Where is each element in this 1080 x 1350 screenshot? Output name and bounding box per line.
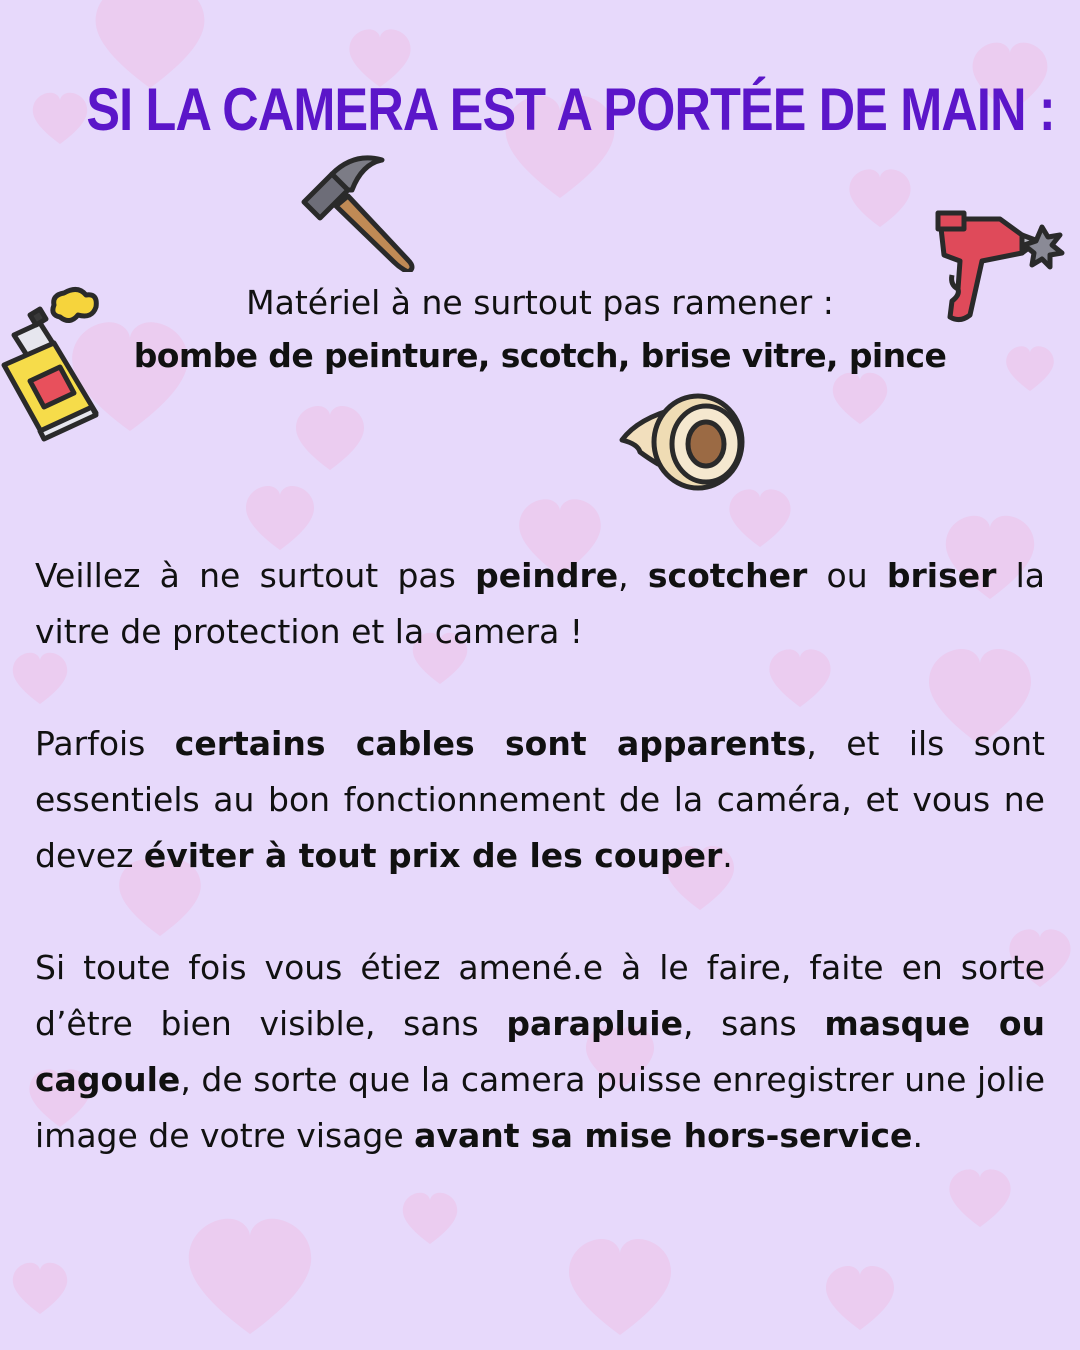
text: , et ils sont essentiels au bon fonctionnement de la caméra, et vous ne devez bbox=[35, 724, 1045, 875]
page-title: SI LA CAMERA EST A PORTÉE DE MAIN : bbox=[86, 76, 1055, 143]
text: , de sorte que la camera puisse enregistrer une jolie image de votre visage bbox=[35, 1060, 1045, 1155]
hammer-icon bbox=[296, 150, 426, 272]
text: , sans bbox=[682, 1004, 825, 1043]
paragraph-cables-warning bbox=[35, 716, 1045, 884]
bold-text: scotcher bbox=[647, 556, 808, 595]
text: Veillez à ne surtout pas bbox=[35, 556, 476, 595]
text: ou bbox=[807, 556, 887, 595]
bold-text: éviter à tout prix de les couper bbox=[143, 836, 723, 875]
text: la vitre de protection et la camera ! bbox=[35, 556, 1045, 651]
paragraph-painting-warning bbox=[35, 548, 1045, 660]
text: Si toute fois vous étiez amené.e à le faire, faite en sorte d’être bien visible, sans bbox=[35, 948, 1045, 1043]
text: , bbox=[618, 556, 648, 595]
bold-text: certains cables sont apparents bbox=[174, 724, 807, 763]
text: . bbox=[912, 1116, 923, 1155]
tape-roll-icon bbox=[618, 388, 748, 494]
text: Parfois bbox=[35, 724, 175, 763]
materiel-block bbox=[0, 278, 1080, 384]
text: . bbox=[722, 836, 733, 875]
materiel-items: bombe de peinture, scotch, brise vitre, pince bbox=[133, 336, 947, 375]
bold-text: parapluie bbox=[506, 1004, 683, 1043]
paragraph-visibility-advice bbox=[35, 940, 1045, 1164]
bold-text: avant sa mise hors-service bbox=[414, 1116, 913, 1155]
materiel-lead: Matériel à ne surtout pas ramener : bbox=[246, 283, 834, 322]
bold-text: briser bbox=[886, 556, 997, 595]
bold-text: peindre bbox=[475, 556, 619, 595]
bold-text: masque ou cagoule bbox=[35, 1004, 1046, 1099]
